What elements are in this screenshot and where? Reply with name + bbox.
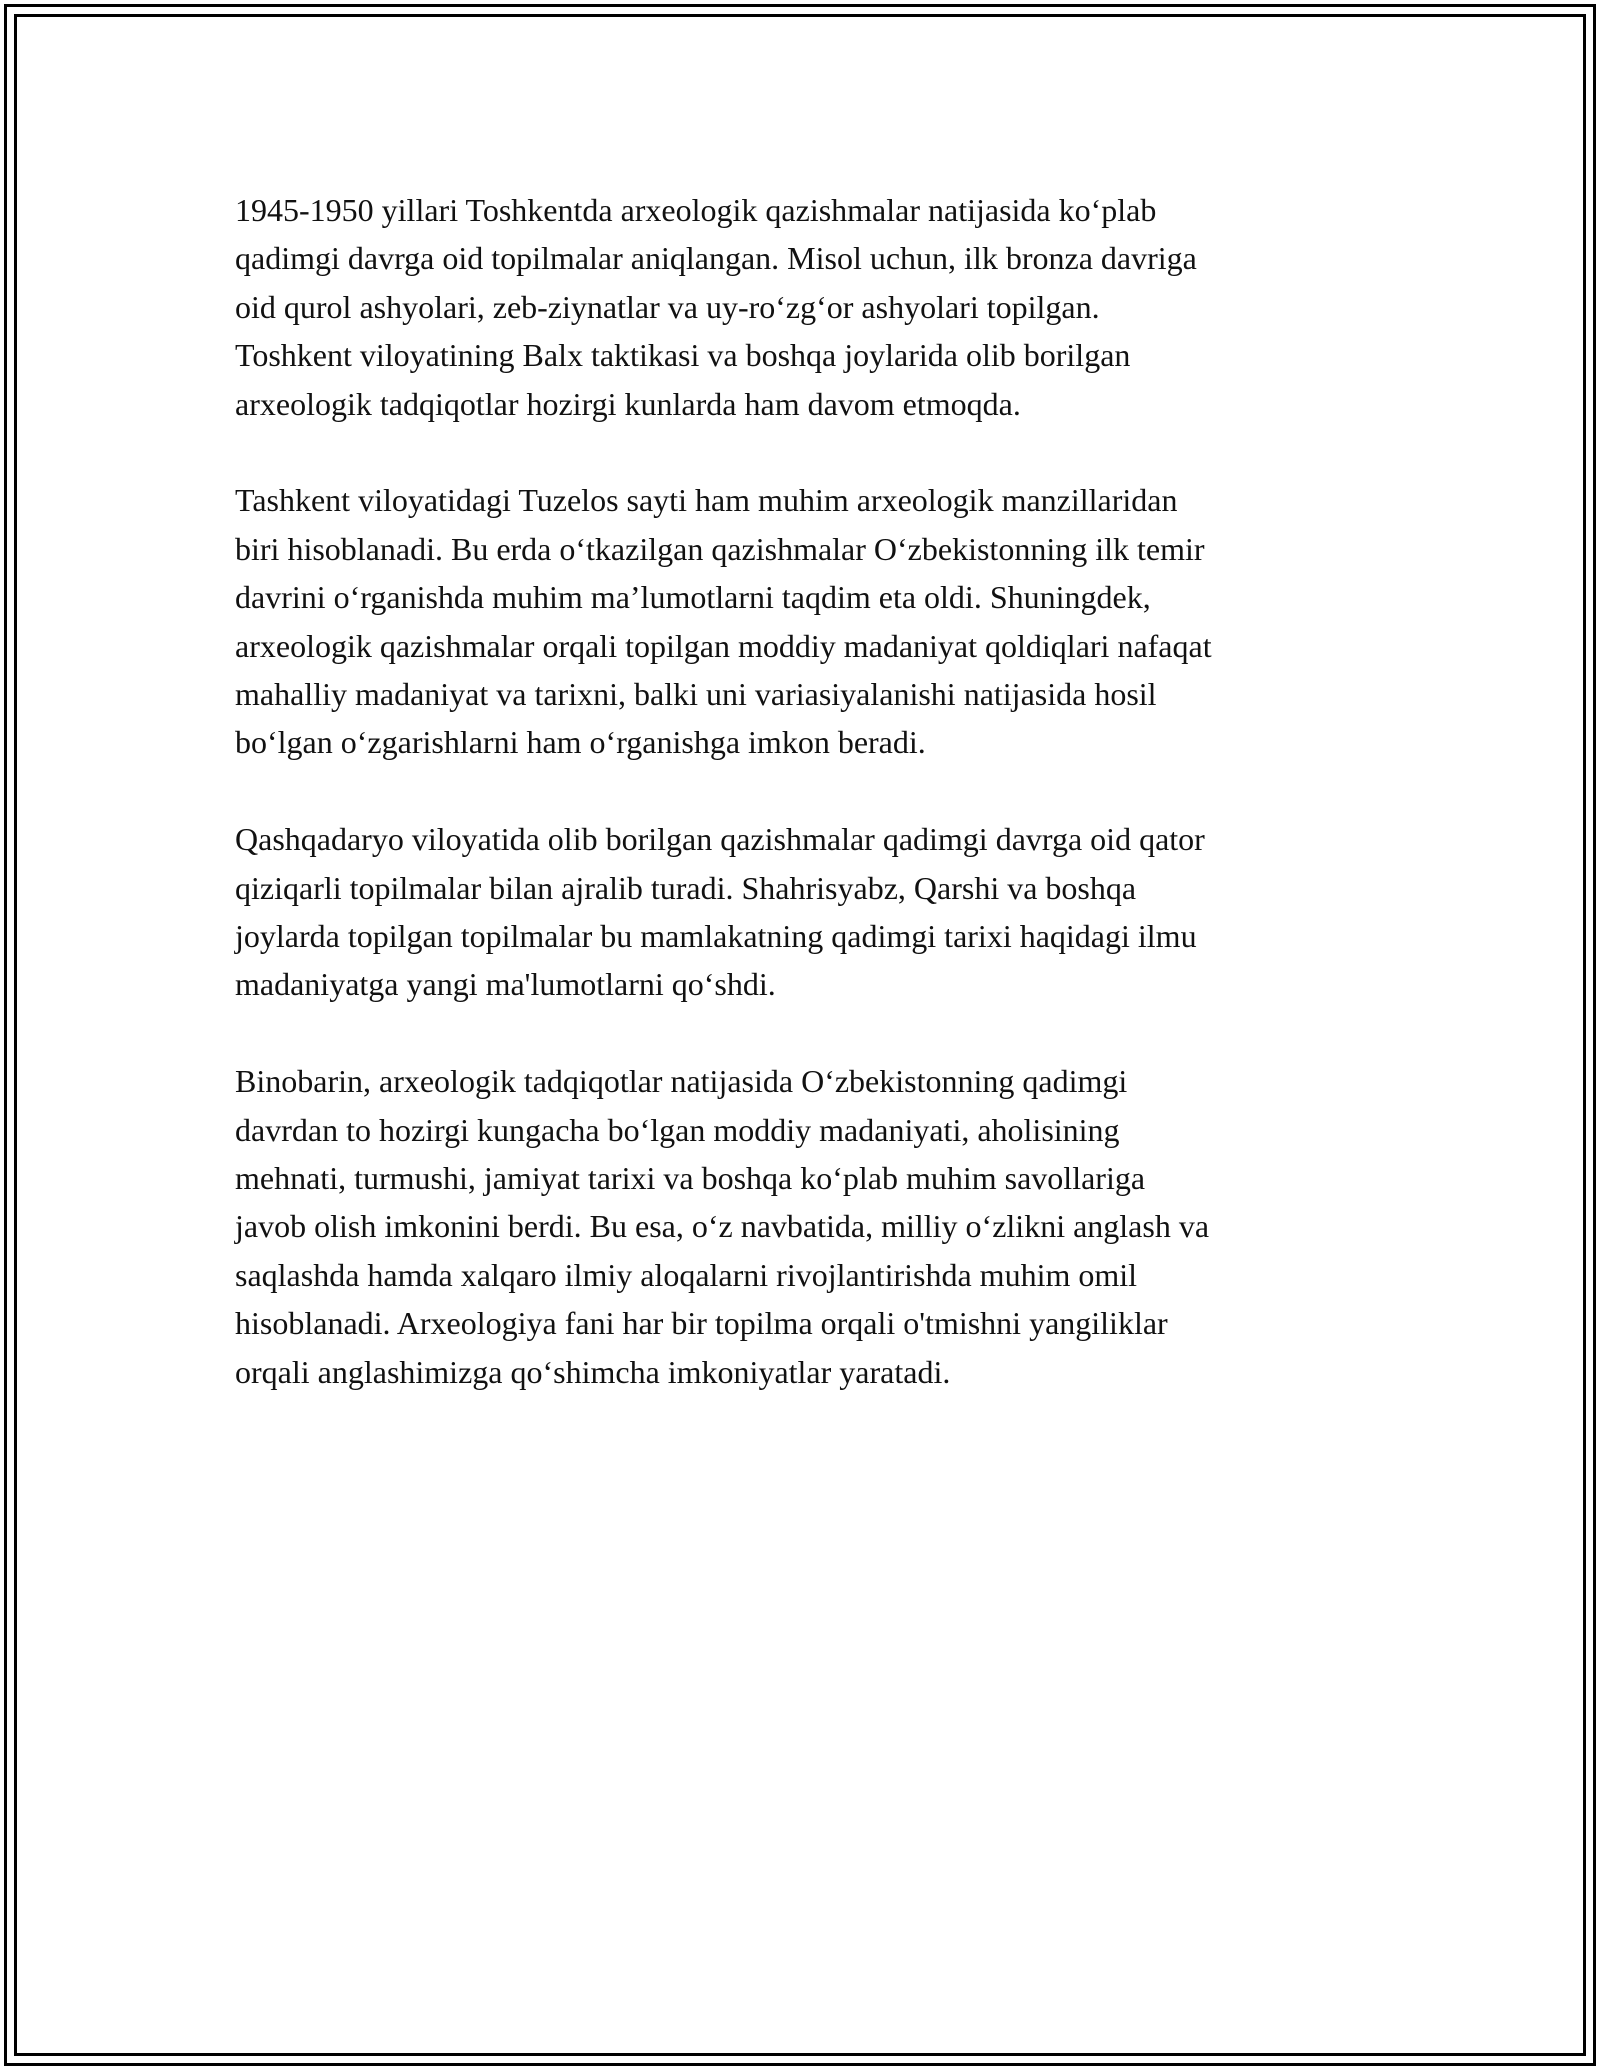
text-line: Qashqadaryo viloyatida olib borilgan qazishmalar qadimgi davrga oid qator <box>235 821 1205 858</box>
text-line: davrdan to hozirgi kungacha bo‘lgan moddiy madaniyati, aholisining <box>235 1111 1120 1148</box>
paragraph-3 <box>235 815 1365 1009</box>
paragraph-2 <box>235 476 1365 766</box>
text-line: biri hisoblanadi. Bu erda o‘tkazilgan qazishmalar O‘zbekistonning ilk temir <box>235 530 1205 567</box>
text-line: joylarda topilgan topilmalar bu mamlakatning qadimgi tarixi haqidagi ilmu <box>235 918 1197 955</box>
text-line: arxeologik tadqiqotlar hozirgi kunlarda ham davom etmoqda. <box>235 385 1021 422</box>
text-line: hisoblanadi. Arxeologiya fani har bir topilma orqali o'tmishni yangiliklar <box>235 1305 1168 1342</box>
text-line: Binobarin, arxeologik tadqiqotlar natijasida O‘zbekistonning qadimgi <box>235 1063 1128 1100</box>
text-line: Toshkent viloyatining Balx taktikasi va boshqa joylarida olib borilgan <box>235 337 1131 374</box>
document-body <box>235 186 1365 1445</box>
text-line: saqlashda hamda xalqaro ilmiy aloqalarni rivojlantirishda muhim omil <box>235 1256 1138 1293</box>
paragraph-4 <box>235 1057 1365 1396</box>
text-line: madaniyatga yangi ma'lumotlarni qo‘shdi. <box>235 966 776 1003</box>
text-line: bo‘lgan o‘zgarishlarni ham o‘rganishga imkon beradi. <box>235 724 926 761</box>
text-line: oid qurol ashyolari, zeb-ziynatlar va uy-ro‘zg‘or ashyolari topilgan. <box>235 288 1100 325</box>
text-line: mehnati, turmushi, jamiyat tarixi va boshqa ko‘plab muhim savollariga <box>235 1160 1146 1197</box>
text-line: orqali anglashimizga qo‘shimcha imkoniyatlar yaratadi. <box>235 1353 951 1390</box>
paragraph-1 <box>235 186 1365 428</box>
text-line: 1945-1950 yillari Toshkentda arxeologik qazishmalar natijasida ko‘plab <box>235 192 1157 228</box>
text-line: javob olish imkonini berdi. Bu esa, o‘z navbatida, milliy o‘zlikni anglash va <box>235 1208 1210 1245</box>
text-line: arxeologik qazishmalar orqali topilgan moddiy madaniyat qoldiqlari nafaqat <box>235 627 1212 664</box>
text-line: qiziqarli topilmalar bilan ajralib turadi. Shahrisyabz, Qarshi va boshqa <box>235 869 1137 906</box>
text-line: davrini o‘rganishda muhim ma’lumotlarni taqdim eta oldi. Shuningdek, <box>235 579 1151 616</box>
text-line: mahalliy madaniyat va tarixni, balki uni variasiyalanishi natijasida hosil <box>235 676 1157 713</box>
text-line: qadimgi davrga oid topilmalar aniqlangan. Misol uchun, ilk bronza davriga <box>235 240 1197 277</box>
text-line: Tashkent viloyatidagi Tuzelos sayti ham muhim arxeologik manzillaridan <box>235 482 1178 519</box>
